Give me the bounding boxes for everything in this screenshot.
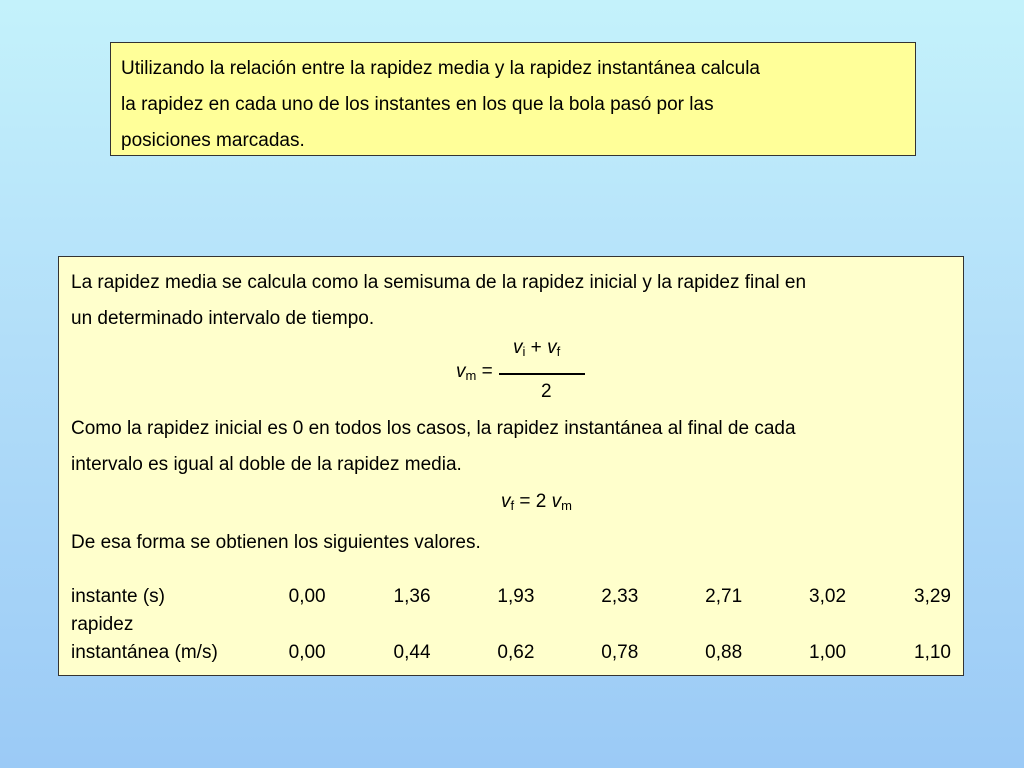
row-label-speed-bottom: instantánea (m/s)	[71, 642, 218, 663]
instant-cell: 1,93	[497, 586, 535, 607]
question-line: la rapidez en cada uno de los instantes en los que la bola pasó por las	[121, 94, 714, 115]
question-text	[121, 51, 901, 159]
explanation-paragraph-3: De esa forma se obtienen los siguientes valores.	[71, 532, 481, 553]
table-row-speeds	[71, 639, 951, 667]
instant-cell: 2,33	[601, 586, 639, 607]
instant-cell: 3,29	[914, 586, 951, 607]
instant-cell: 2,71	[705, 586, 743, 607]
average-speed-formula	[71, 337, 952, 411]
row-label-instant: instante (s)	[71, 586, 165, 607]
table-row-instants	[71, 583, 951, 611]
paragraph-line: intervalo es igual al doble de la rapidez media.	[71, 454, 462, 475]
speed-cell: 0,78	[601, 642, 639, 663]
fraction-bar	[499, 373, 585, 375]
paragraph-line: Como la rapidez inicial es 0 en todos los casos, la rapidez instantánea al final de cada	[71, 418, 796, 439]
instant-cell: 3,02	[809, 586, 847, 607]
instant-cell: 1,36	[393, 586, 431, 607]
question-line: posiciones marcadas.	[121, 130, 305, 151]
speed-cell: 0,44	[393, 642, 431, 663]
formula-numerator: $v_i + v_f$	[513, 337, 561, 359]
table-row-label-top	[71, 611, 951, 639]
explanation-paragraph-2	[71, 411, 952, 483]
instant-cell: 0,00	[288, 586, 326, 607]
speed-cell: 0,88	[705, 642, 743, 663]
speed-cell: 0,62	[497, 642, 535, 663]
results-table	[71, 583, 951, 667]
paragraph-line: La rapidez media se calcula como la semisuma de la rapidez inicial y la rapidez final en	[71, 272, 807, 293]
row-label-speed-top: rapidez	[71, 614, 134, 635]
speed-cell: 1,10	[914, 642, 951, 663]
question-line: Utilizando la relación entre la rapidez media y la rapidez instantánea calcula	[121, 58, 760, 79]
paragraph-line: un determinado intervalo de tiempo.	[71, 308, 375, 329]
speed-cell: 0,00	[288, 642, 326, 663]
explanation-box	[58, 256, 964, 676]
explanation-paragraph-1	[71, 265, 952, 337]
speed-cell: 1,00	[809, 642, 847, 663]
question-box	[110, 42, 916, 156]
formula-lhs: $v_m$ =	[456, 361, 493, 383]
formula-denominator: 2	[541, 381, 552, 402]
final-speed-formula: $v_f = 2$ $v_m$	[501, 491, 572, 513]
